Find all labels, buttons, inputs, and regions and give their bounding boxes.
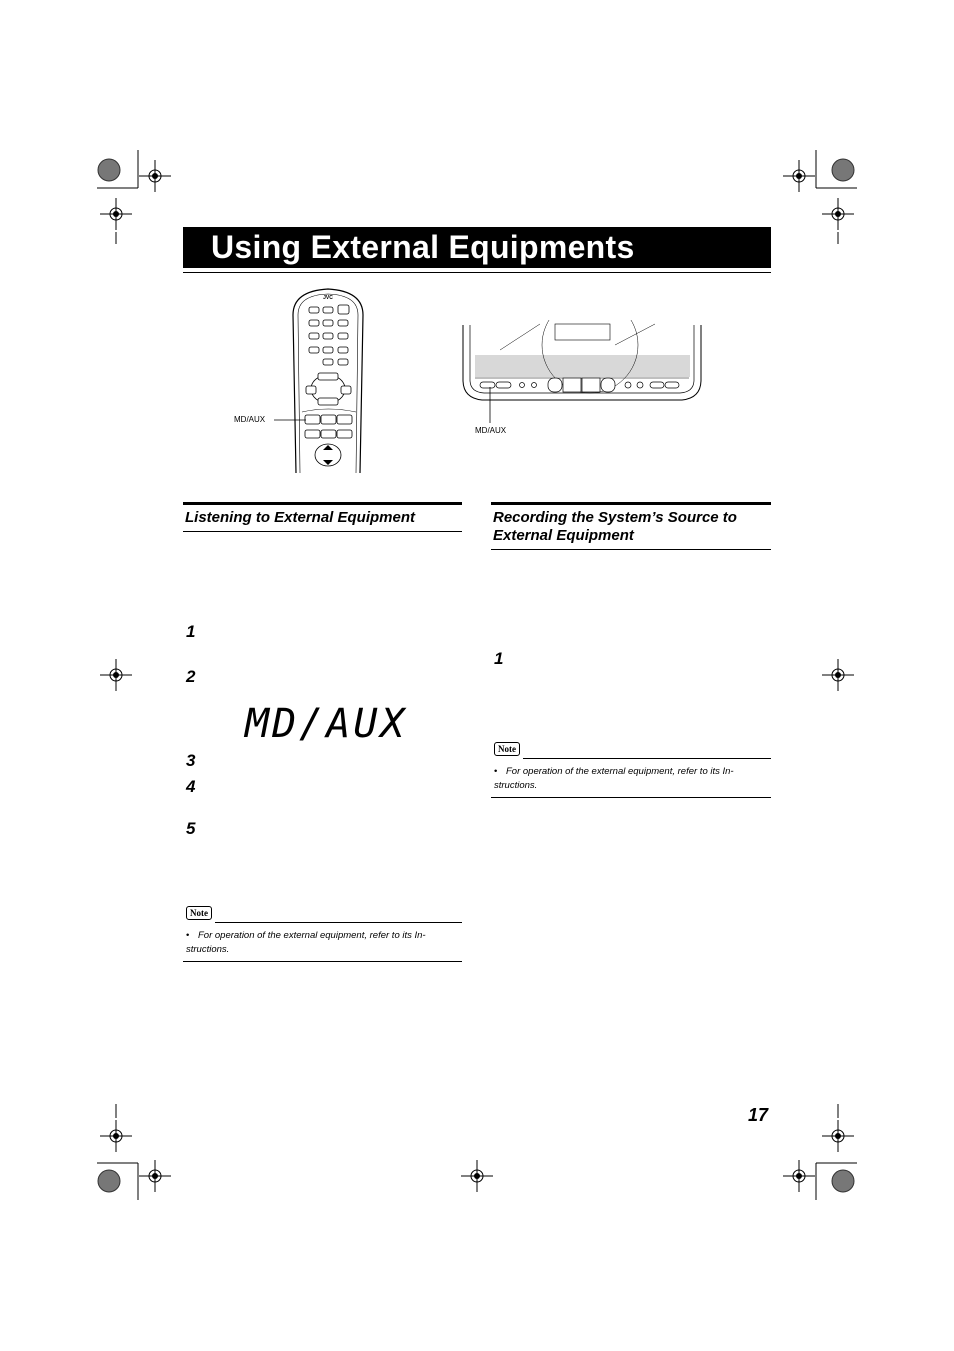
remote-callout-label: MD/AUX	[234, 415, 266, 424]
note-badge: Note	[186, 906, 212, 920]
color-target-icon	[832, 1170, 854, 1192]
step-number: 1	[494, 649, 504, 668]
crosshair-icon	[100, 1120, 132, 1152]
crosshair-icon	[822, 198, 854, 230]
crosshair-icon	[822, 1120, 854, 1152]
crosshair-icon	[783, 160, 815, 192]
step-number: 1	[186, 622, 196, 641]
title-rule	[183, 272, 771, 273]
crosshair-icon	[783, 1160, 815, 1192]
color-target-icon	[98, 1170, 120, 1192]
display-readout: MD/AUX	[245, 701, 408, 747]
crosshair-icon	[139, 160, 171, 192]
left-section-heading: Listening to External Equipment	[183, 502, 462, 532]
crosshair-icon	[461, 1160, 493, 1192]
note-item: • For operation of the external equipment, refer to its In- structions.	[494, 766, 734, 791]
color-target-icon	[98, 159, 120, 181]
page-number: 17	[748, 1105, 769, 1125]
note-badge: Note	[494, 742, 520, 756]
step-number: 4	[186, 777, 196, 796]
unit-callout-label: MD/AUX	[475, 426, 507, 435]
remote-brand-label: JVC	[323, 295, 333, 301]
step-number: 3	[186, 751, 196, 770]
crosshair-icon	[139, 1160, 171, 1192]
remote-callout-line	[270, 410, 310, 422]
crosshair-icon	[100, 198, 132, 230]
right-note-box	[491, 740, 771, 798]
crosshair-icon	[822, 659, 854, 691]
right-section-heading: Recording the System’s Source to External Equipment	[491, 502, 771, 550]
crosshair-icon	[100, 659, 132, 691]
page-title-bar	[183, 227, 771, 268]
step-number: 2	[186, 667, 196, 686]
color-target-icon	[832, 159, 854, 181]
left-note-box	[183, 904, 462, 962]
step-number: 5	[186, 819, 196, 838]
remote-control-illustration	[290, 285, 370, 475]
note-item: • For operation of the external equipment, refer to its In- structions.	[186, 930, 426, 955]
unit-callout-line	[480, 385, 500, 425]
page-title: Using External Equipments	[211, 229, 635, 265]
